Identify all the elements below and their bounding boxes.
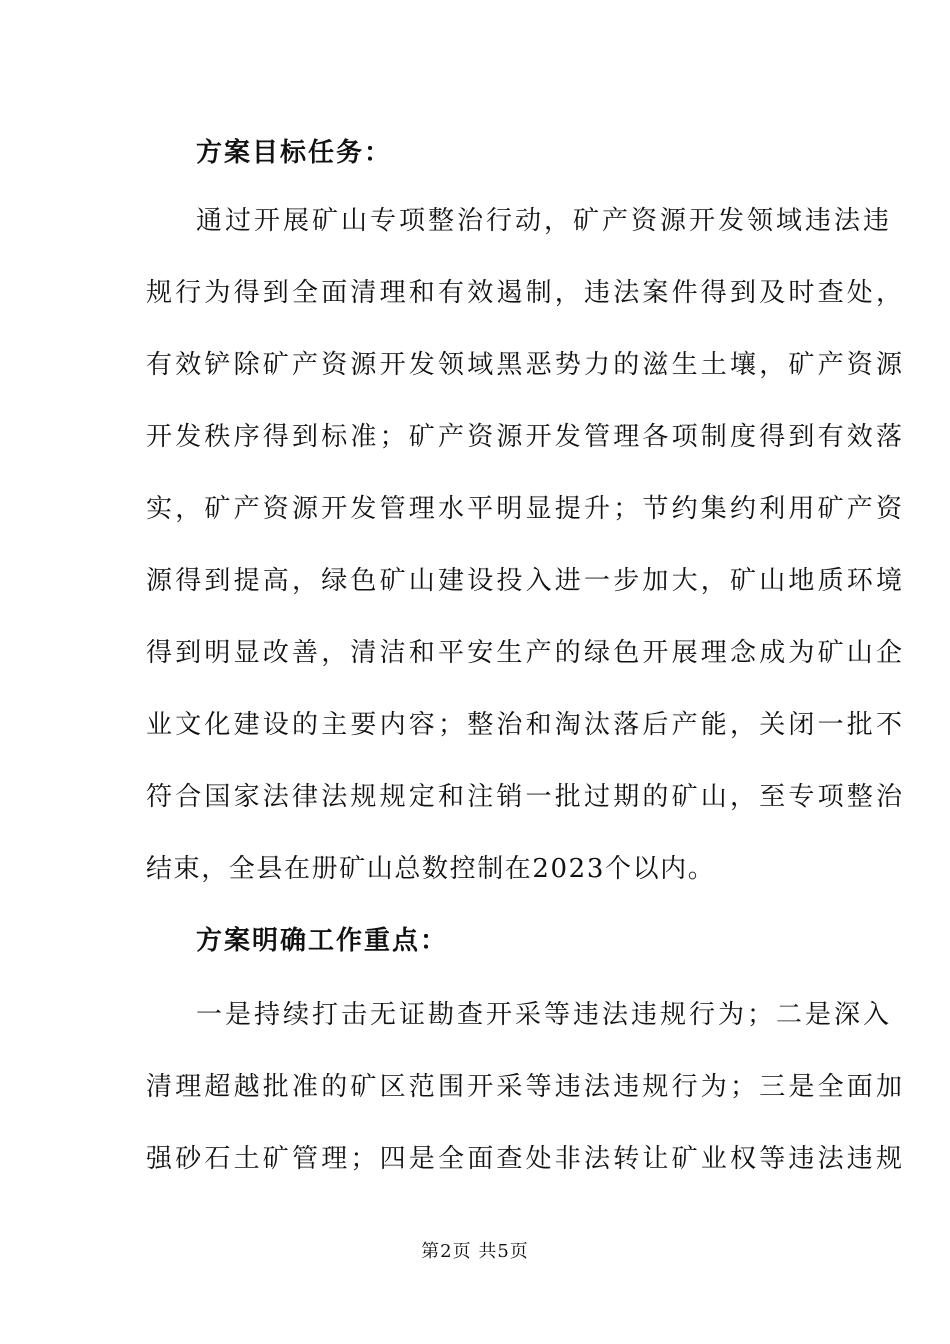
paragraph-line: 有效铲除矿产资源开发领域黑恶势力的滋生土壤，矿产资源 bbox=[146, 350, 906, 380]
paragraph-line: 清理超越批准的矿区范围开采等违法违规行为；三是全面加 bbox=[146, 1072, 906, 1102]
paragraph-line: 开发秩序得到标准；矿产资源开发管理各项制度得到有效落 bbox=[146, 422, 906, 452]
section-heading-work-priorities: 方案明确工作重点： bbox=[196, 926, 449, 956]
page-footer: 第2页 共5页 bbox=[421, 1241, 529, 1262]
paragraph-line: 得到明显改善，清洁和平安生产的绿色开展理念成为矿山企 bbox=[146, 638, 906, 668]
section-heading-target-tasks: 方案目标任务： bbox=[196, 138, 393, 168]
paragraph-line: 业文化建设的主要内容；整治和淘汰落后产能，关闭一批不 bbox=[146, 710, 906, 740]
paragraph-line: 通过开展矿山专项整治行动，矿产资源开发领域违法违 bbox=[196, 206, 893, 236]
paragraph-line: 源得到提高，绿色矿山建设投入进一步加大，矿山地质环境 bbox=[146, 566, 906, 596]
paragraph-line: 规行为得到全面清理和有效遏制，违法案件得到及时查处， bbox=[146, 278, 906, 308]
paragraph-line: 符合国家法律法规规定和注销一批过期的矿山，至专项整治 bbox=[146, 782, 906, 812]
paragraph-line: 结束，全县在册矿山总数控制在2023个以内。 bbox=[146, 854, 716, 884]
paragraph-line: 一是持续打击无证勘查开采等违法违规行为；二是深入 bbox=[196, 1000, 893, 1030]
paragraph-line: 强砂石土矿管理；四是全面查处非法转让矿业权等违法违规 bbox=[146, 1144, 906, 1174]
paragraph-line: 实，矿产资源开发管理水平明显提升；节约集约利用矿产资 bbox=[146, 494, 906, 524]
